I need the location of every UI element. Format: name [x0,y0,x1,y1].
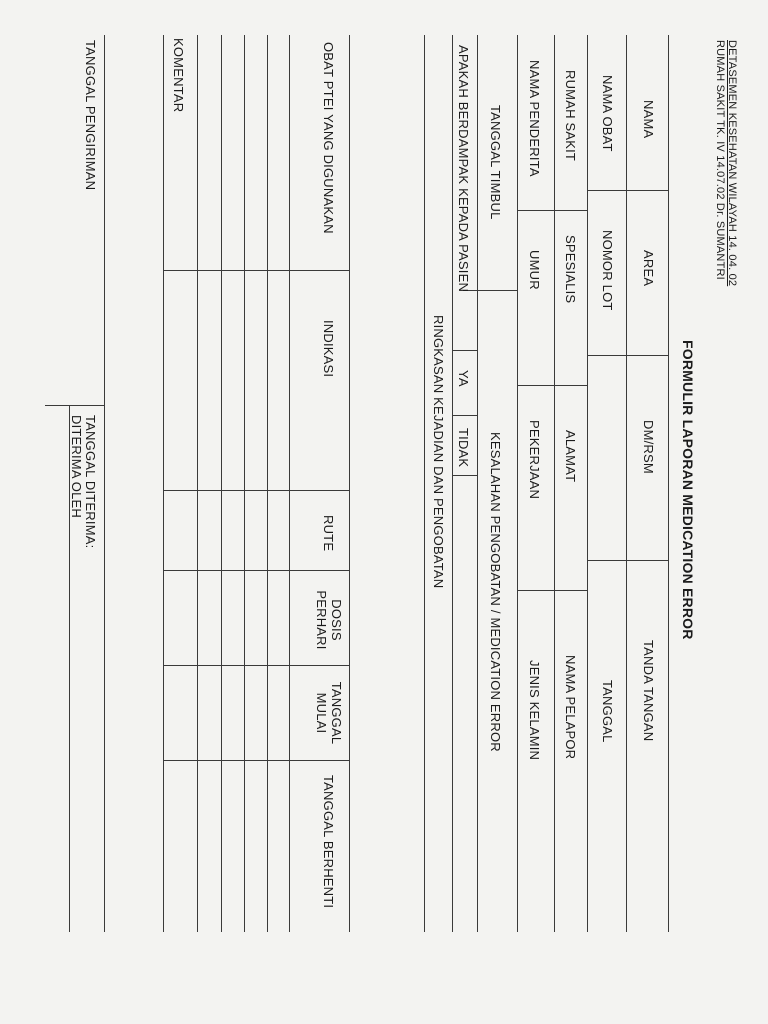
org-line-1: DETASEMEN KESEHATAN WILAYAH 14. 04. 02 [726,40,738,287]
label-pekerjaan: PEKERJAAN [527,420,542,500]
col-line [164,665,350,666]
option-ya[interactable]: YA [456,370,471,387]
row-line [477,35,478,932]
label-spesialis: SPESIALIS [563,235,578,304]
row-line [587,35,588,932]
col-line [587,190,669,191]
label-tanggal: TANGGAL [600,680,615,743]
label-umur: UMUR [527,250,542,290]
label-berdampak: APAKAH BERDAMPAK KEPADA PASIEN [456,45,471,293]
col-line [587,355,669,356]
row-line [244,35,245,932]
col-line [518,590,588,591]
col-line [164,490,350,491]
col-line [164,270,350,271]
row-line [163,35,164,932]
col-line [463,290,518,291]
col-dosis: DOSIS PERHARI [314,590,344,650]
col-obat: OBAT PTEI YANG DIGUNAKAN [321,42,336,234]
col-line [518,210,588,211]
label-tanggal-timbul: TANGGAL TIMBUL [488,105,503,220]
col-tanggal-mulai: TANGGAL MULAI [314,681,344,745]
label-komentar: KOMENTAR [171,38,186,113]
col-line [45,405,105,406]
col-line [587,560,669,561]
row-line [349,35,350,932]
col-tanggal-berhenti: TANGGAL BERHENTI [321,775,336,909]
label-kesalahan: KESALAHAN PENGOBATAN / MEDICATION ERROR [488,432,503,752]
col-line [164,570,350,571]
col-line [518,385,588,386]
label-ringkasan: RINGKASAN KEJADIAN DAN PENGOBATAN [431,315,446,589]
col-rute: RUTE [321,515,336,552]
label-area: AREA [641,250,656,287]
row-line [517,35,518,932]
row-line [104,35,105,932]
label-dmrsm: DM/RSM [641,420,656,474]
row-line [554,35,555,932]
label-nama-penderita: NAMA PENDERITA [527,60,542,177]
row-line [668,35,669,932]
label-alamat: ALAMAT [563,430,578,483]
col-line [164,760,350,761]
label-rumah-sakit: RUMAH SAKIT [563,70,578,162]
col-indikasi: INDIKASI [321,320,336,378]
row-line [267,35,268,932]
org-line-2: RUMAH SAKIT TK. IV 14.07.02 Dr. SUMANTRI [714,40,726,280]
label-nama-pelapor: NAMA PELAPOR [563,655,578,760]
label-tanggal-diterima: TANGGAL DITERIMA: [83,415,98,549]
col-line [453,415,478,416]
form-title: FORMULIR LAPORAN MEDICATION ERROR [680,340,696,640]
label-jenis-kelamin: JENIS KELAMIN [527,660,542,761]
label-nama: NAMA [641,100,656,139]
row-line [452,35,453,932]
row-line [221,35,222,932]
row-line [289,35,290,932]
col-line [453,350,478,351]
label-tanggal-pengiriman: TANGGAL PENGIRIMAN [83,40,98,191]
option-tidak[interactable]: TIDAK [456,428,471,468]
label-diterima-oleh: DITERIMA OLEH [69,415,84,519]
row-line [197,35,198,932]
row-line [424,35,425,932]
label-nama-obat: NAMA OBAT [600,75,615,152]
label-tanda-tangan: TANDA TANGAN [641,640,656,742]
row-line [626,35,627,932]
label-nomor-lot: NOMOR LOT [600,230,615,311]
col-line [453,475,478,476]
